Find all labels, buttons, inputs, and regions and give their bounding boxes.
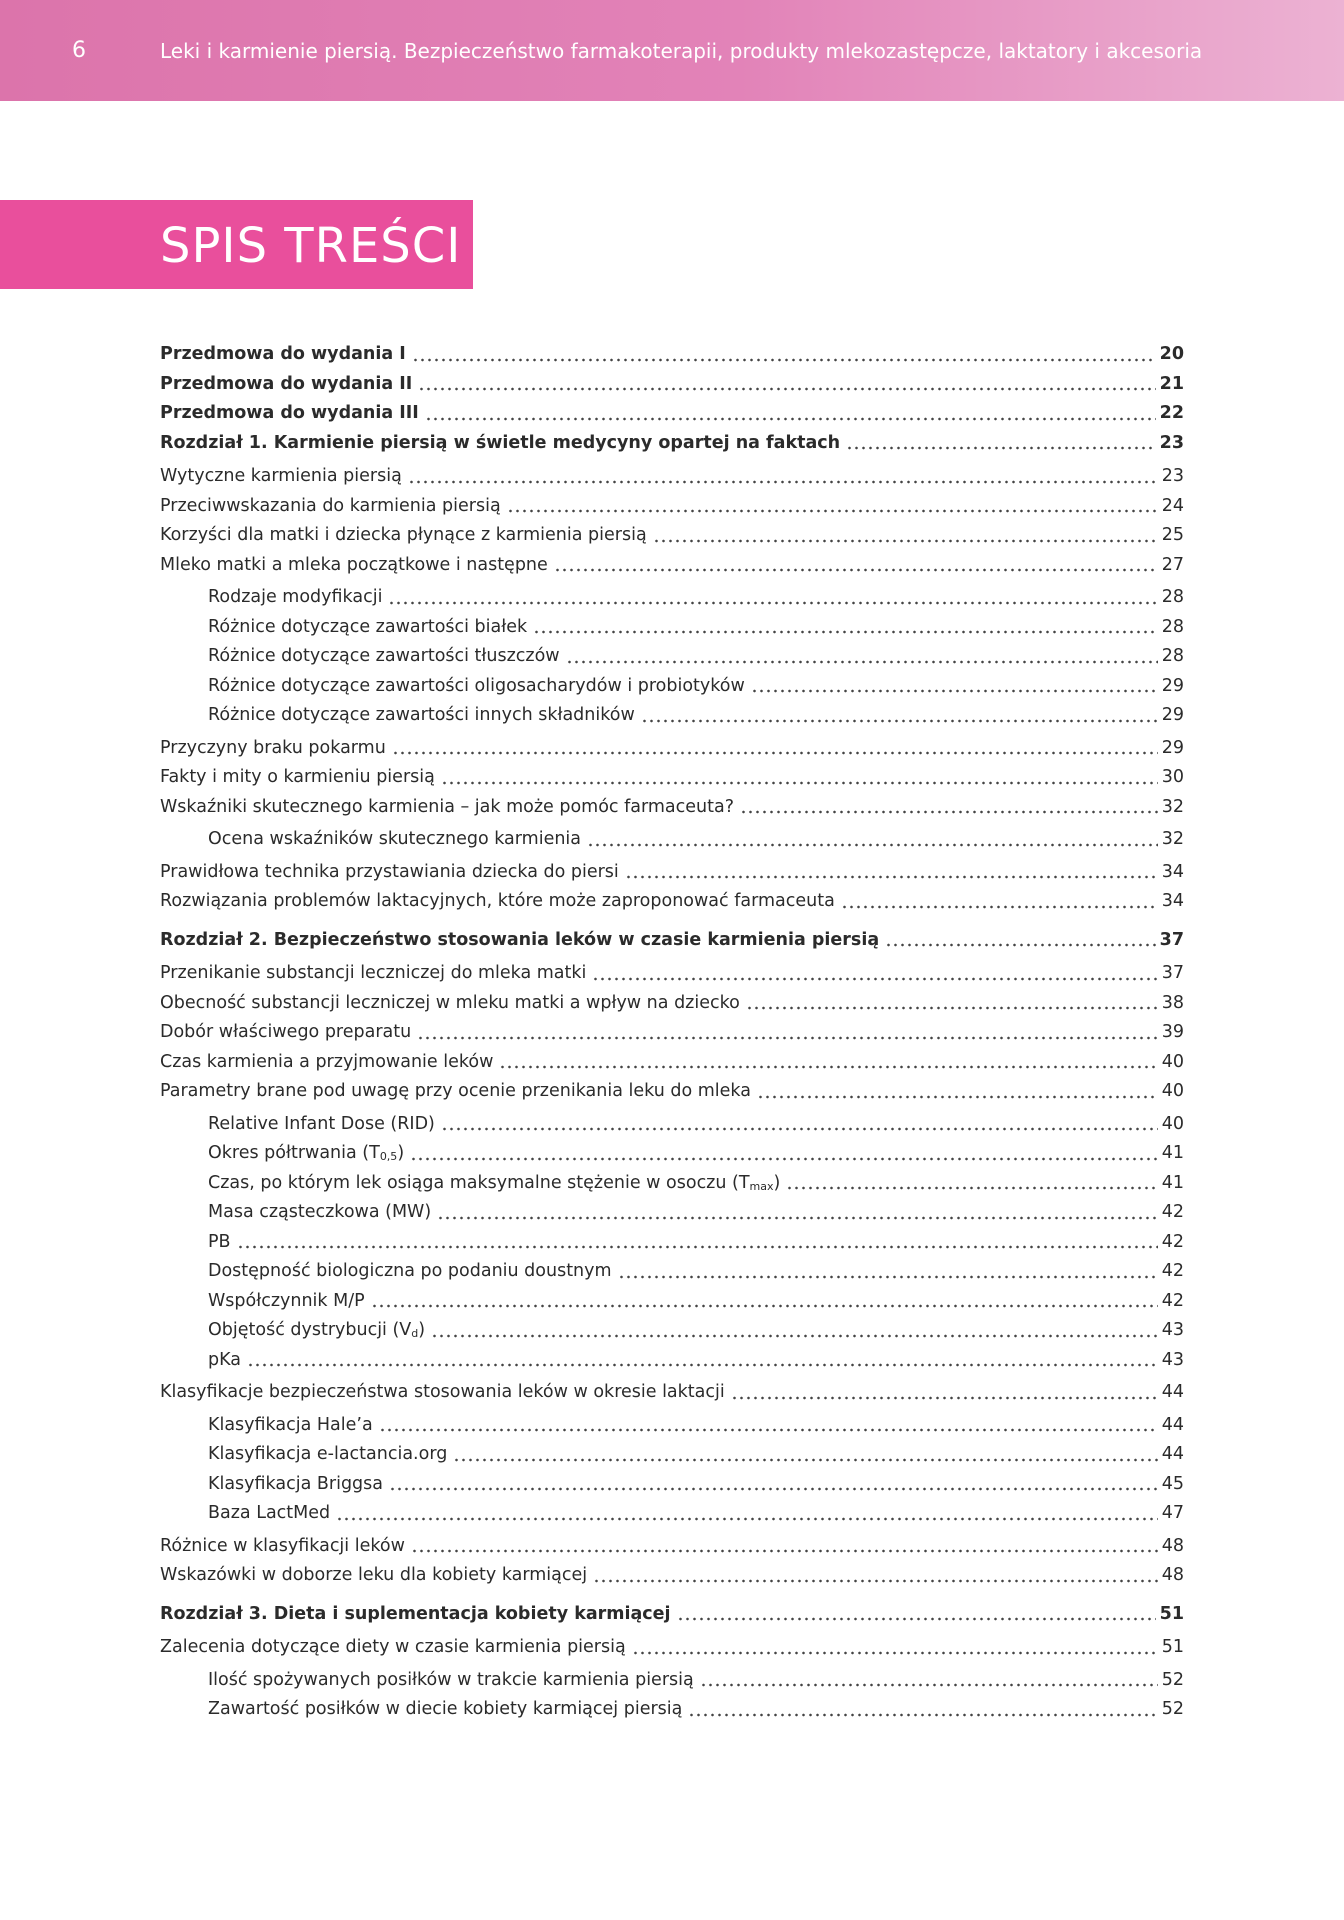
toc-subentry[interactable] xyxy=(160,587,1184,617)
toc-page-number: 20 xyxy=(1159,344,1184,364)
toc-entry-label: Różnice dotyczące zawartości tłuszczów xyxy=(208,646,560,666)
toc-entry-label: Przedmowa do wydania I xyxy=(160,344,406,364)
dot-leader xyxy=(841,899,1158,915)
dot-leader xyxy=(237,1239,1158,1255)
toc-subentry[interactable] xyxy=(160,676,1184,706)
toc-chapter[interactable] xyxy=(160,1604,1184,1634)
toc-entry-label: Wytyczne karmienia piersią xyxy=(160,466,402,486)
dot-leader xyxy=(441,775,1158,791)
toc-chapter[interactable] xyxy=(160,403,1184,433)
toc-entry-label: Zawartość posiłków w diecie kobiety karmiącej piersią xyxy=(208,1699,683,1719)
dot-leader xyxy=(554,562,1158,578)
toc-page-number: 28 xyxy=(1161,587,1184,607)
toc-entry-label: Klasyfikacja e-lactancia.org xyxy=(208,1444,448,1464)
toc-entry-label: Przyczyny braku pokarmu xyxy=(160,737,386,758)
toc-page-number: 34 xyxy=(1161,891,1184,911)
toc-subentry[interactable] xyxy=(160,617,1184,647)
toc-entry-label: Dobór właściwego preparatu xyxy=(160,1022,412,1042)
toc-subentry[interactable] xyxy=(160,1444,1184,1474)
dot-leader xyxy=(592,971,1157,987)
toc-page-number: 28 xyxy=(1161,616,1184,637)
toc-subentry[interactable] xyxy=(160,1291,1184,1321)
toc-entry[interactable] xyxy=(160,1022,1184,1052)
toc-page-number: 41 xyxy=(1161,1143,1184,1163)
toc-page-number: 32 xyxy=(1161,829,1184,849)
toc-page-number: 24 xyxy=(1161,495,1184,516)
toc-subentry[interactable] xyxy=(160,1202,1184,1232)
dot-leader xyxy=(625,869,1158,885)
toc-entry[interactable] xyxy=(160,862,1184,892)
dot-leader xyxy=(412,352,1156,368)
toc-chapter[interactable] xyxy=(160,344,1184,374)
toc-page-number: 45 xyxy=(1161,1473,1184,1494)
dot-leader xyxy=(632,1645,1158,1661)
toc-page-number: 28 xyxy=(1161,646,1184,666)
dot-leader xyxy=(425,411,1156,427)
toc-entry-label: Rodzaje modyfikacji xyxy=(208,587,383,607)
toc-entry-label: Zalecenia dotyczące diety w czasie karmienia piersią xyxy=(160,1637,626,1657)
toc-entry-label: Różnice w klasyfikacji leków xyxy=(160,1535,405,1556)
toc-title: SPIS TREŚCI xyxy=(160,218,462,274)
toc-subentry[interactable] xyxy=(160,646,1184,676)
dot-leader xyxy=(641,713,1158,729)
toc-entry[interactable] xyxy=(160,993,1184,1023)
toc-entry-label: Fakty i mity o karmieniu piersią xyxy=(160,767,435,787)
toc-page-number: 43 xyxy=(1161,1320,1184,1340)
toc-entry-label: Ilość spożywanych posiłków w trakcie karmienia piersią xyxy=(208,1669,694,1690)
dot-leader xyxy=(731,1390,1158,1406)
dot-leader xyxy=(411,1543,1158,1559)
toc-page-number: 52 xyxy=(1161,1699,1184,1719)
toc-entry-label: Prawidłowa technika przystawiania dziecka do piersi xyxy=(160,861,619,882)
toc-entry[interactable] xyxy=(160,891,1184,921)
dot-leader xyxy=(677,1611,1156,1627)
toc-entry-label: Mleko matki a mleka początkowe i następne xyxy=(160,554,548,575)
toc-entry-label: Czas karmienia a przyjmowanie leków xyxy=(160,1051,494,1072)
toc-page-number: 41 xyxy=(1161,1172,1184,1193)
dot-leader xyxy=(247,1357,1158,1373)
toc-page-number: 42 xyxy=(1161,1290,1184,1311)
dot-leader xyxy=(431,1328,1158,1344)
dot-leader xyxy=(336,1511,1158,1527)
toc-page-number: 21 xyxy=(1159,373,1184,394)
toc-entry-label: Klasyfikacja Briggsa xyxy=(208,1473,383,1494)
dot-leader xyxy=(408,474,1158,490)
toc-page-number: 44 xyxy=(1161,1382,1184,1402)
toc-subentry[interactable] xyxy=(160,1699,1184,1729)
toc-entry-label: Różnice dotyczące zawartości białek xyxy=(208,616,528,637)
toc-subentry[interactable] xyxy=(160,1320,1184,1350)
toc-page-number: 39 xyxy=(1161,1022,1184,1042)
toc-entry-label: Obecność substancji leczniczej w mleku matki a wpływ na dziecko xyxy=(160,992,740,1013)
toc-page-number: 40 xyxy=(1161,1081,1184,1101)
dot-leader xyxy=(757,1089,1158,1105)
toc-entry-label: Parametry brane pod uwagę przy ocenie przenikania leku do mleka xyxy=(160,1081,751,1101)
toc-entry-label: Różnice dotyczące zawartości innych składników xyxy=(208,705,635,725)
toc-entry-label: Masa cząsteczkowa (MW) xyxy=(208,1202,432,1222)
dot-leader xyxy=(499,1059,1157,1075)
toc-page-number: 48 xyxy=(1161,1565,1184,1585)
toc-entry-label: Baza LactMed xyxy=(208,1503,331,1523)
toc-chapter[interactable] xyxy=(160,374,1184,404)
toc-subentry[interactable] xyxy=(160,1415,1184,1445)
toc-page-number: 42 xyxy=(1161,1231,1184,1252)
toc-page-number: 48 xyxy=(1161,1535,1184,1556)
toc-entry-label: Klasyfikacja Hale’a xyxy=(208,1414,373,1435)
dot-leader xyxy=(410,1151,1158,1167)
dot-leader xyxy=(371,1298,1158,1314)
dot-leader xyxy=(437,1210,1158,1226)
toc-subentry[interactable] xyxy=(160,1474,1184,1504)
toc-subentry[interactable] xyxy=(160,1350,1184,1380)
dot-leader xyxy=(746,1000,1158,1016)
toc-page-number: 23 xyxy=(1161,466,1184,486)
toc-page-number: 34 xyxy=(1161,861,1184,882)
toc-entry-label: Rozdział 2. Bezpieczeństwo stosowania leków w czasie karmienia piersią xyxy=(160,929,880,950)
toc-entry[interactable] xyxy=(160,1081,1184,1111)
toc-entry[interactable] xyxy=(160,963,1184,993)
dot-leader xyxy=(587,837,1158,853)
toc-subentry[interactable] xyxy=(160,1261,1184,1291)
toc-entry[interactable] xyxy=(160,797,1184,827)
dot-leader xyxy=(379,1422,1158,1438)
toc-page-number: 22 xyxy=(1159,403,1184,423)
toc-entry[interactable] xyxy=(160,767,1184,797)
toc-entry-label: Rozdział 3. Dieta i suplementacja kobiety karmiącej xyxy=(160,1603,671,1624)
toc-subentry[interactable] xyxy=(160,1503,1184,1533)
toc-subentry[interactable] xyxy=(160,1173,1184,1203)
toc-entry[interactable] xyxy=(160,1382,1184,1412)
toc-page-number: 47 xyxy=(1161,1503,1184,1523)
toc-subentry[interactable] xyxy=(160,1232,1184,1262)
toc-page-number: 51 xyxy=(1159,1603,1184,1624)
toc-page-number: 32 xyxy=(1161,796,1184,817)
toc-page-number: 42 xyxy=(1161,1202,1184,1222)
toc-entry-label: Klasyfikacje bezpieczeństwa stosowania leków w okresie laktacji xyxy=(160,1382,725,1402)
dot-leader xyxy=(885,937,1156,953)
toc-entry-label: Wskazówki w doborze leku dla kobiety karmiącej xyxy=(160,1565,588,1585)
toc-subentry[interactable] xyxy=(160,1670,1184,1700)
toc-entry-label: Przedmowa do wydania III xyxy=(160,403,419,423)
dot-leader xyxy=(533,624,1158,640)
toc-entry[interactable] xyxy=(160,738,1184,768)
toc-page-number: 30 xyxy=(1161,767,1184,787)
toc-entry[interactable] xyxy=(160,1536,1184,1566)
toc-entry-label: Współczynnik M/P xyxy=(208,1290,365,1311)
toc-page-number: 25 xyxy=(1161,525,1184,545)
toc-page-number: 52 xyxy=(1161,1669,1184,1690)
dot-leader xyxy=(453,1452,1157,1468)
toc-page-number: 44 xyxy=(1161,1414,1184,1435)
dot-leader xyxy=(392,745,1158,761)
dot-leader xyxy=(740,804,1158,820)
dot-leader xyxy=(653,533,1158,549)
toc-entry-label: pKa xyxy=(208,1349,242,1370)
toc-page-number: 38 xyxy=(1161,992,1184,1013)
dot-leader xyxy=(441,1121,1158,1137)
toc-entry-label: Wskaźniki skutecznego karmienia – jak może pomóc farmaceuta? xyxy=(160,796,735,817)
toc-entry-label: Okres półtrwania $(T_{0,5})$ xyxy=(208,1143,405,1163)
toc-page-number: 27 xyxy=(1161,554,1184,575)
toc-page-number: 29 xyxy=(1161,705,1184,725)
toc-entry-label: Przedmowa do wydania II xyxy=(160,373,413,394)
toc-page-number: 40 xyxy=(1161,1051,1184,1072)
dot-leader xyxy=(593,1573,1158,1589)
dot-leader xyxy=(418,381,1155,397)
toc-entry-label: Przeciwwskazania do karmienia piersią xyxy=(160,495,501,516)
toc-entry-label: Czas, po którym lek osiąga maksymalne stężenie w osoczu $(T_{max})$ xyxy=(208,1172,781,1193)
toc-chapter[interactable] xyxy=(160,930,1184,960)
page-number: 6 xyxy=(72,38,87,63)
table-of-contents xyxy=(160,344,1184,1729)
toc-entry[interactable] xyxy=(160,555,1184,585)
toc-entry-label: PB xyxy=(208,1231,231,1252)
toc-subentry[interactable] xyxy=(160,705,1184,735)
dot-leader xyxy=(507,503,1158,519)
dot-leader xyxy=(389,1481,1158,1497)
toc-entry[interactable] xyxy=(160,1565,1184,1595)
toc-entry-label: Dostępność biologiczna po podaniu doustnym xyxy=(208,1261,612,1281)
dot-leader xyxy=(688,1707,1157,1723)
toc-page-number: 23 xyxy=(1159,432,1184,453)
dot-leader xyxy=(566,654,1158,670)
toc-page-number: 42 xyxy=(1161,1261,1184,1281)
toc-entry-label: Relative Infant Dose (RID) xyxy=(208,1113,435,1134)
toc-entry-label: Objętość dystrybucji $(V_d)$ xyxy=(208,1320,426,1340)
toc-entry[interactable] xyxy=(160,496,1184,526)
toc-entry-label: Rozdział 1. Karmienie piersią w świetle medycyny opartej na faktach xyxy=(160,432,841,453)
toc-subentry[interactable] xyxy=(160,1143,1184,1173)
dot-leader xyxy=(751,683,1158,699)
toc-entry-label: Korzyści dla matki i dziecka płynące z karmienia piersią xyxy=(160,525,647,545)
dot-leader xyxy=(388,595,1157,611)
toc-chapter[interactable] xyxy=(160,433,1184,463)
toc-page-number: 37 xyxy=(1161,963,1184,983)
toc-page-number: 43 xyxy=(1161,1349,1184,1370)
toc-entry-label: Przenikanie substancji leczniczej do mleka matki xyxy=(160,963,587,983)
toc-subentry[interactable] xyxy=(160,1114,1184,1144)
toc-page-number: 29 xyxy=(1161,675,1184,696)
dot-leader xyxy=(618,1269,1158,1285)
running-title: Leki i karmienie piersią. Bezpieczeństwo farmakoterapii, produkty mlekozastępcze, laktatory i akcesoria xyxy=(160,39,1203,63)
toc-entry-label: Ocena wskaźników skutecznego karmienia xyxy=(208,829,582,849)
toc-entry-label: Rozwiązania problemów laktacyjnych, które może zaproponować farmaceuta xyxy=(160,891,835,911)
toc-entry[interactable] xyxy=(160,466,1184,496)
dot-leader xyxy=(417,1030,1158,1046)
toc-entry-label: Różnice dotyczące zawartości oligosacharydów i probiotyków xyxy=(208,675,745,696)
toc-subentry[interactable] xyxy=(160,829,1184,859)
toc-page-number: 44 xyxy=(1161,1444,1184,1464)
toc-page-number: 37 xyxy=(1159,929,1184,950)
toc-entry[interactable] xyxy=(160,1052,1184,1082)
toc-entry[interactable] xyxy=(160,1637,1184,1667)
toc-page-number: 51 xyxy=(1161,1637,1184,1657)
dot-leader xyxy=(846,440,1156,456)
toc-page-number: 29 xyxy=(1161,737,1184,758)
dot-leader xyxy=(786,1180,1157,1196)
toc-entry[interactable] xyxy=(160,525,1184,555)
toc-page-number: 40 xyxy=(1161,1113,1184,1134)
dot-leader xyxy=(700,1677,1158,1693)
